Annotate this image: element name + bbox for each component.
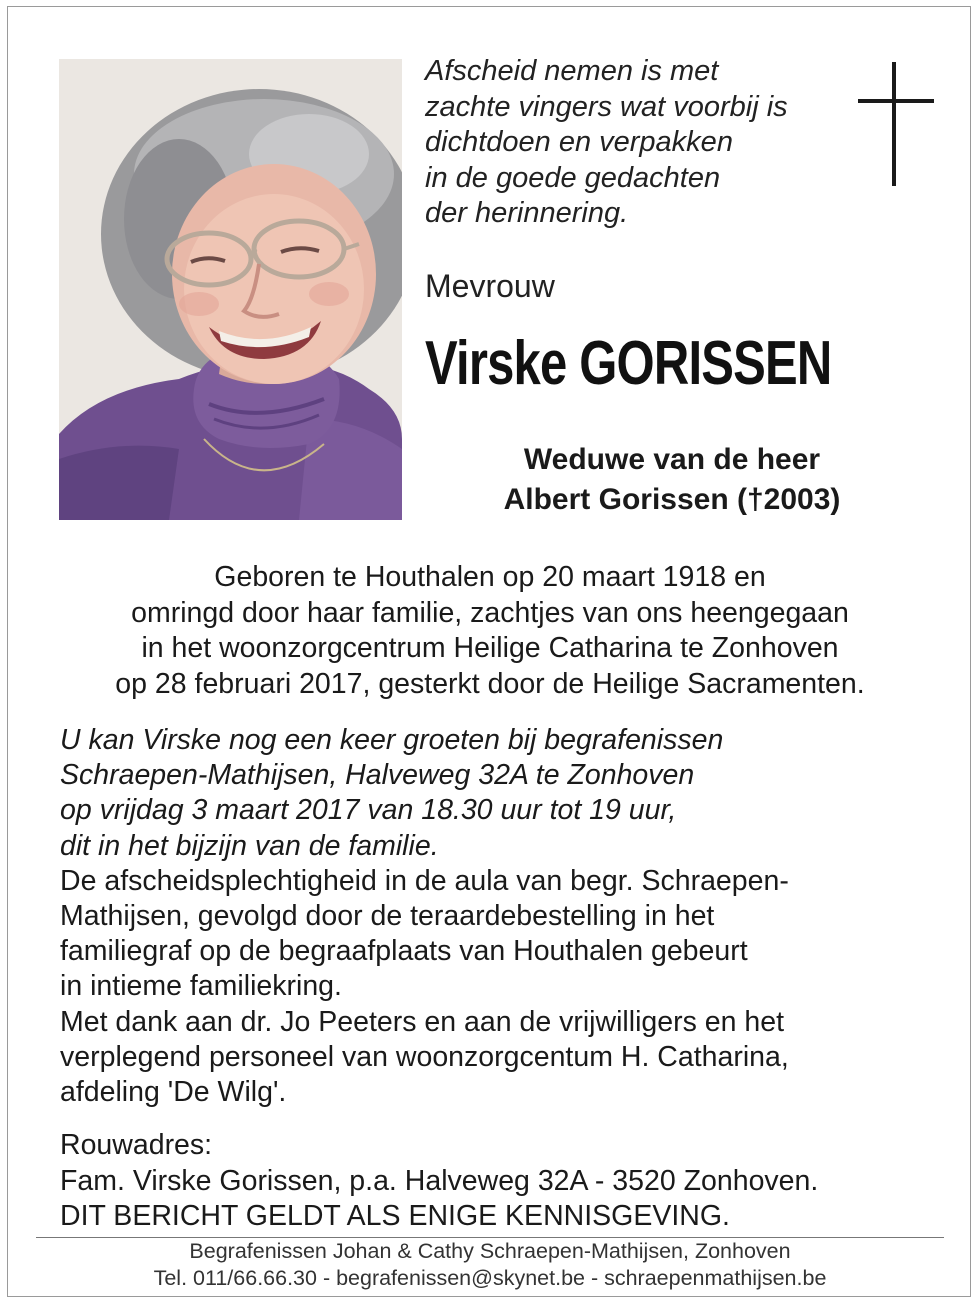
widow-line: Weduwe van de heer [523,443,821,476]
poem-line: in de goede gedachten [425,161,721,194]
poem-line: zachte vingers wat voorbij is [425,90,788,123]
visitation-line: U kan Virske nog een keer groeten bij begrafenissen [60,724,724,756]
poem-line: der herinnering. [425,197,629,229]
visitation-line: op vrijdag 3 maart 2017 van 18.30 uur tot 19 uur, [60,794,677,827]
ceremony-line: De afscheidsplechtigheid in de aula van begr. Schraepen- [60,864,789,897]
mourning-address [60,1128,940,1235]
portrait-photo [59,59,402,520]
deceased-name: Virske GORISSEN [425,329,832,398]
text-line: in het woonzorgcentrum Heilige Catharina te Zonhoven [141,632,839,664]
address-line: Fam. Virske Gorissen, p.a. Halveweg 32A - 3520 Zonhoven. [60,1164,819,1197]
visitation-line: Schraepen-Mathijsen, Halveweg 32A te Zonhoven [60,759,695,792]
poem-line: Afscheid nemen is met [425,55,719,87]
birth-death-paragraph [0,560,980,702]
poem-line: dichtdoen en verpakken [425,126,733,158]
footer-company: Begrafenissen Johan & Cathy Schraepen-Mathijsen, Zonhoven [189,1239,791,1263]
text-line: op 28 februari 2017, gesterkt door de Heilige Sacramenten. [115,667,865,700]
ceremony-line: Mathijsen, gevolgd door de teraardebestelling in het [60,900,715,933]
funeral-details [60,723,940,1110]
thanks-line: verplegend personeel van woonzorgcentum H. Catharina, [60,1040,789,1073]
latin-cross-icon [858,62,934,186]
address-label: Rouwadres: [60,1129,213,1161]
ceremony-line: familiegraf op de begraafplaats van Houthalen gebeurt [60,935,748,968]
widow-of [402,440,942,520]
thanks-line: Met dank aan dr. Jo Peeters en aan de vrijwilligers en het [60,1005,784,1038]
honorific: Mevrouw [425,268,555,304]
footer-contact: Tel. 011/66.66.30 - begrafenissen@skynet.be - schraepenmathijsen.be [153,1266,827,1290]
thanks-line: afdeling 'De Wilg'. [60,1076,287,1109]
ceremony-line: in intieme familiekring. [60,970,342,1003]
text-line: Geboren te Houthalen op 20 maart 1918 en [214,561,766,593]
text-line: omringd door haar familie, zachtjes van ons heengegaan [131,596,849,629]
widow-line: Albert Gorissen (†2003) [503,483,841,516]
funeral-home-footer [0,1238,980,1292]
sole-notice: DIT BERICHT GELDT ALS ENIGE KENNISGEVING. [60,1200,730,1232]
poem [425,54,845,232]
visitation-line: dit in het bijzijn van de familie. [60,829,439,862]
